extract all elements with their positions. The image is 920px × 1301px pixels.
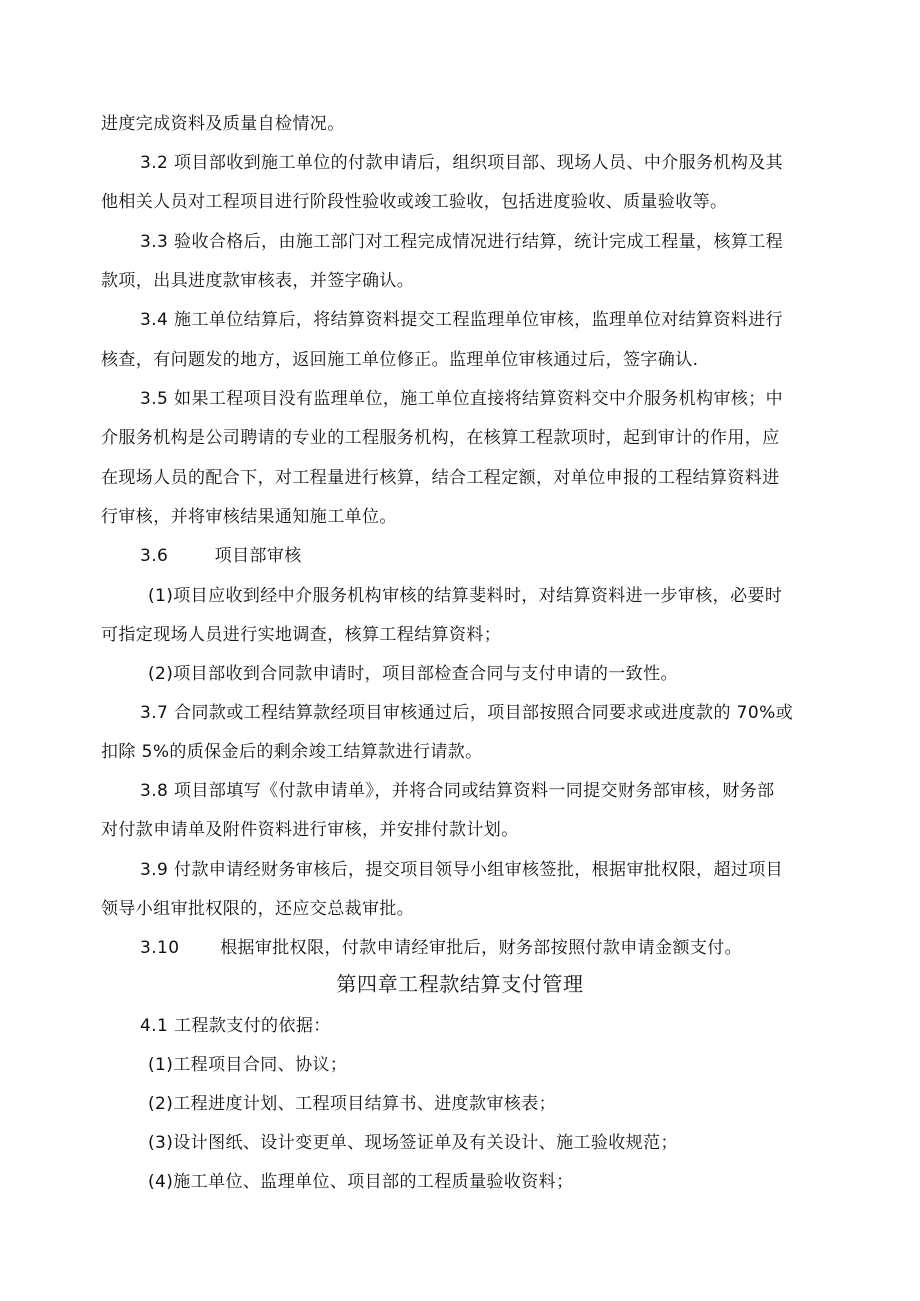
text-line: 可指定现场人员进行实地调查，核算工程结算资料； — [101, 625, 502, 645]
text-line: 3.4 施工单位结算后，将结算资料提交工程监理单位审核，监理单位对结算资料进行 — [140, 310, 784, 330]
text-line: 行审核，并将审核结果通知施工单位。 — [101, 507, 397, 527]
text-line: 领导小组审批权限的，还应交总裁审批。 — [101, 899, 415, 919]
text-line: 介服务机构是公司聘请的专业的工程服务机构，在核算工程款项时，起到审计的作用，应 — [101, 428, 780, 448]
text-line: 3.6 项目部审核 — [140, 546, 302, 566]
text-line: 对付款申请单及附件资料进行审核，并安排付款计划。 — [101, 820, 519, 840]
text-line: 3.7 合同款或工程结算款经项目审核通过后，项目部按照合同要求或进度款的 70%或 — [140, 703, 794, 723]
text-line: (4)施工单位、监理单位、项目部的工程质量验收资料； — [148, 1172, 574, 1192]
text-line: (3)设计图纸、设计变更单、现场签证单及有关设计、施工验收规范； — [148, 1133, 678, 1153]
text-line: 核查，有问题发的地方，返回施工单位修正。监理单位审核通过后，签字确认. — [101, 350, 699, 370]
text-line: 3.5 如果工程项目没有监理单位，施工单位直接将结算资料交中介服务机构审核；中 — [140, 389, 784, 409]
text-line: 在现场人员的配合下，对工程量进行核算，结合工程定额，对单位申报的工程结算资料进 — [101, 468, 780, 488]
text-line: 3.10 根据审批权限，付款申请经审批后，财务部按照付款申请金额支付。 — [140, 938, 743, 958]
text-line: 3.8 项目部填写《付款申请单》，并将合同或结算资料一同提交财务部审核，财务部 — [140, 781, 775, 801]
text-line: (1)工程项目合同、协议； — [148, 1055, 348, 1075]
text-line: (2)项目部收到合同款申请时，项目部检查合同与支付申请的一致性。 — [148, 664, 678, 684]
chapter-heading: 第四章工程款结算支付管理 — [336, 972, 584, 996]
text-line: 3.2 项目部收到施工单位的付款申请后，组织项目部、现场人员、中介服务机构及其 — [140, 153, 784, 173]
text-line: 扣除 5%的质保金后的剩余竣工结算款进行请款。 — [101, 742, 483, 762]
text-line: 他相关人员对工程项目进行阶段性验收或竣工验收，包括进度验收、质量验收等。 — [101, 192, 728, 212]
text-line: 3.3 验收合格后，由施工部门对工程完成情况进行结算，统计完成工程量，核算工程 — [140, 232, 784, 252]
text-line: 款项，出具进度款审核表，并签字确认。 — [101, 271, 415, 291]
text-line: (2)工程进度计划、工程项目结算书、进度款审核表； — [148, 1094, 557, 1114]
text-line: (1)项目应收到经中介服务机构审核的结算斐料时，对结算资料进一步审核，必要时 — [148, 586, 783, 606]
text-line: 4.1 工程款支付的依据： — [140, 1016, 331, 1036]
text-line: 进度完成资料及质量自检情况。 — [101, 114, 345, 134]
text-line: 3.9 付款申请经财务审核后，提交项目领导小组审核签批，根据审批权限，超过项目 — [140, 860, 784, 880]
